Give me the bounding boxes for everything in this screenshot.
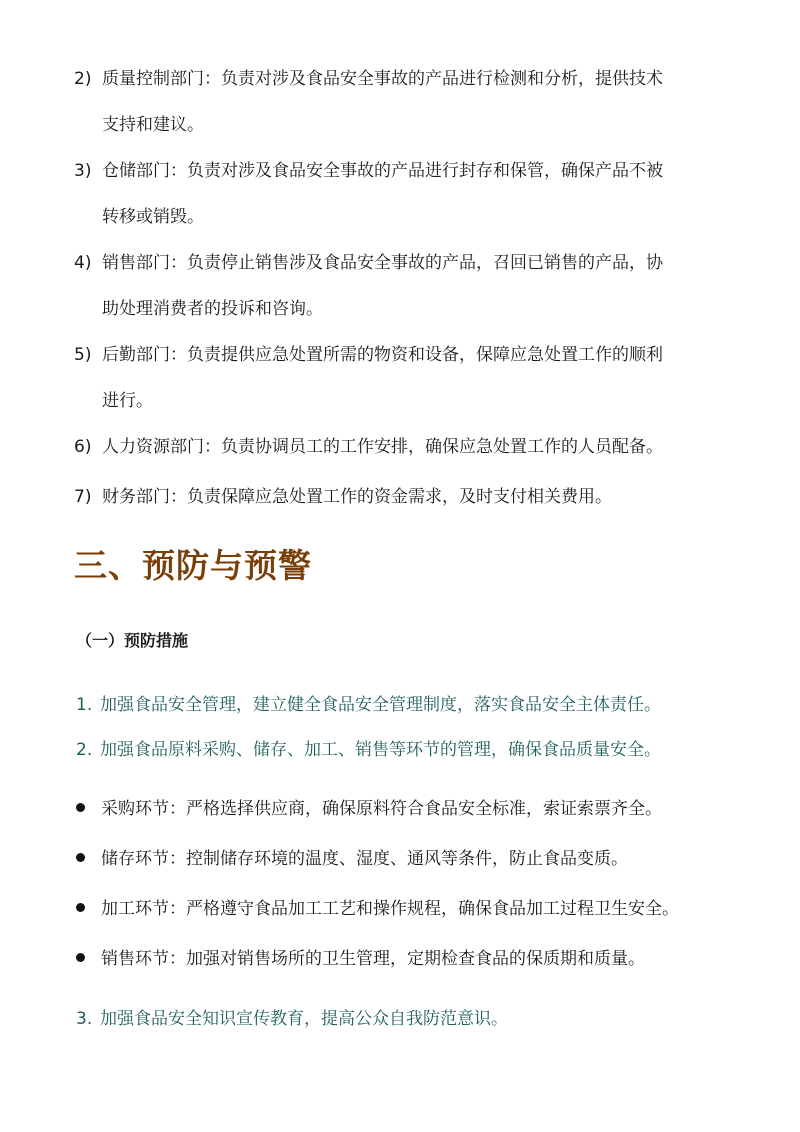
bullet-dot-icon xyxy=(76,853,85,862)
item-text-continued: 进行。 xyxy=(102,391,153,411)
item-number: 3. xyxy=(76,1009,93,1029)
bullet-dot-icon xyxy=(76,903,85,912)
item-text: 储存环节：控制储存环境的温度、湿度、通风等条件，防止食品变质。 xyxy=(101,849,628,869)
item-number: 6) xyxy=(74,437,92,457)
dept-item-finance xyxy=(74,474,744,520)
item-text: 采购环节：严格选择供应商，确保原料符合食品安全标准，索证索票齐全。 xyxy=(101,799,662,819)
measure-item-3 xyxy=(76,1004,508,1029)
sub-heading: （一）预防措施 xyxy=(76,631,189,650)
dept-item-warehouse xyxy=(74,148,744,240)
bullet-item-storage xyxy=(76,844,628,869)
dept-item-quality-control xyxy=(74,56,744,148)
item-text: 仓储部门：负责对涉及食品安全事故的产品进行封存和保管，确保产品不被 xyxy=(102,161,663,181)
section-title: 三、预防与预警 xyxy=(74,546,312,585)
item-text: 财务部门：负责保障应急处置工作的资金需求，及时支付相关费用。 xyxy=(102,487,612,507)
bullet-item-processing xyxy=(76,894,679,919)
item-text: 销售部门：负责停止销售涉及食品安全事故的产品，召回已销售的产品，协 xyxy=(102,253,663,273)
bullet-dot-icon xyxy=(76,953,85,962)
item-text: 人力资源部门：负责协调员工的工作安排，确保应急处置工作的人员配备。 xyxy=(102,437,663,457)
item-number: 1. xyxy=(76,695,93,715)
measure-item-2 xyxy=(76,735,661,760)
item-text: 加强食品原料采购、储存、加工、销售等环节的管理，确保食品质量安全。 xyxy=(100,740,661,760)
item-number: 2. xyxy=(76,740,93,760)
item-number: 3) xyxy=(74,161,92,181)
item-text: 加工环节：严格遵守食品加工工艺和操作规程，确保食品加工过程卫生安全。 xyxy=(101,899,679,919)
dept-item-logistics xyxy=(74,332,744,424)
item-number: 7) xyxy=(74,487,92,507)
item-number: 2) xyxy=(74,69,92,89)
measure-item-1 xyxy=(76,690,661,715)
bullet-item-procurement xyxy=(76,794,662,819)
item-text: 销售环节：加强对销售场所的卫生管理，定期检查食品的保质期和质量。 xyxy=(101,949,645,969)
bullet-dot-icon xyxy=(76,803,85,812)
item-text: 后勤部门：负责提供应急处置所需的物资和设备，保障应急处置工作的顺利 xyxy=(102,345,663,365)
dept-item-sales xyxy=(74,240,744,332)
item-number: 4) xyxy=(74,253,92,273)
item-text-continued: 支持和建议。 xyxy=(102,115,204,135)
item-text: 加强食品安全知识宣传教育，提高公众自我防范意识。 xyxy=(100,1009,508,1029)
dept-item-hr xyxy=(74,424,744,470)
item-text: 加强食品安全管理，建立健全食品安全管理制度，落实食品安全主体责任。 xyxy=(100,695,661,715)
item-text: 质量控制部门：负责对涉及食品安全事故的产品进行检测和分析，提供技术 xyxy=(102,69,663,89)
item-number: 5) xyxy=(74,345,92,365)
bullet-item-sales xyxy=(76,944,645,969)
item-text-continued: 转移或销毁。 xyxy=(102,207,204,227)
item-text-continued: 助处理消费者的投诉和咨询。 xyxy=(102,299,323,319)
